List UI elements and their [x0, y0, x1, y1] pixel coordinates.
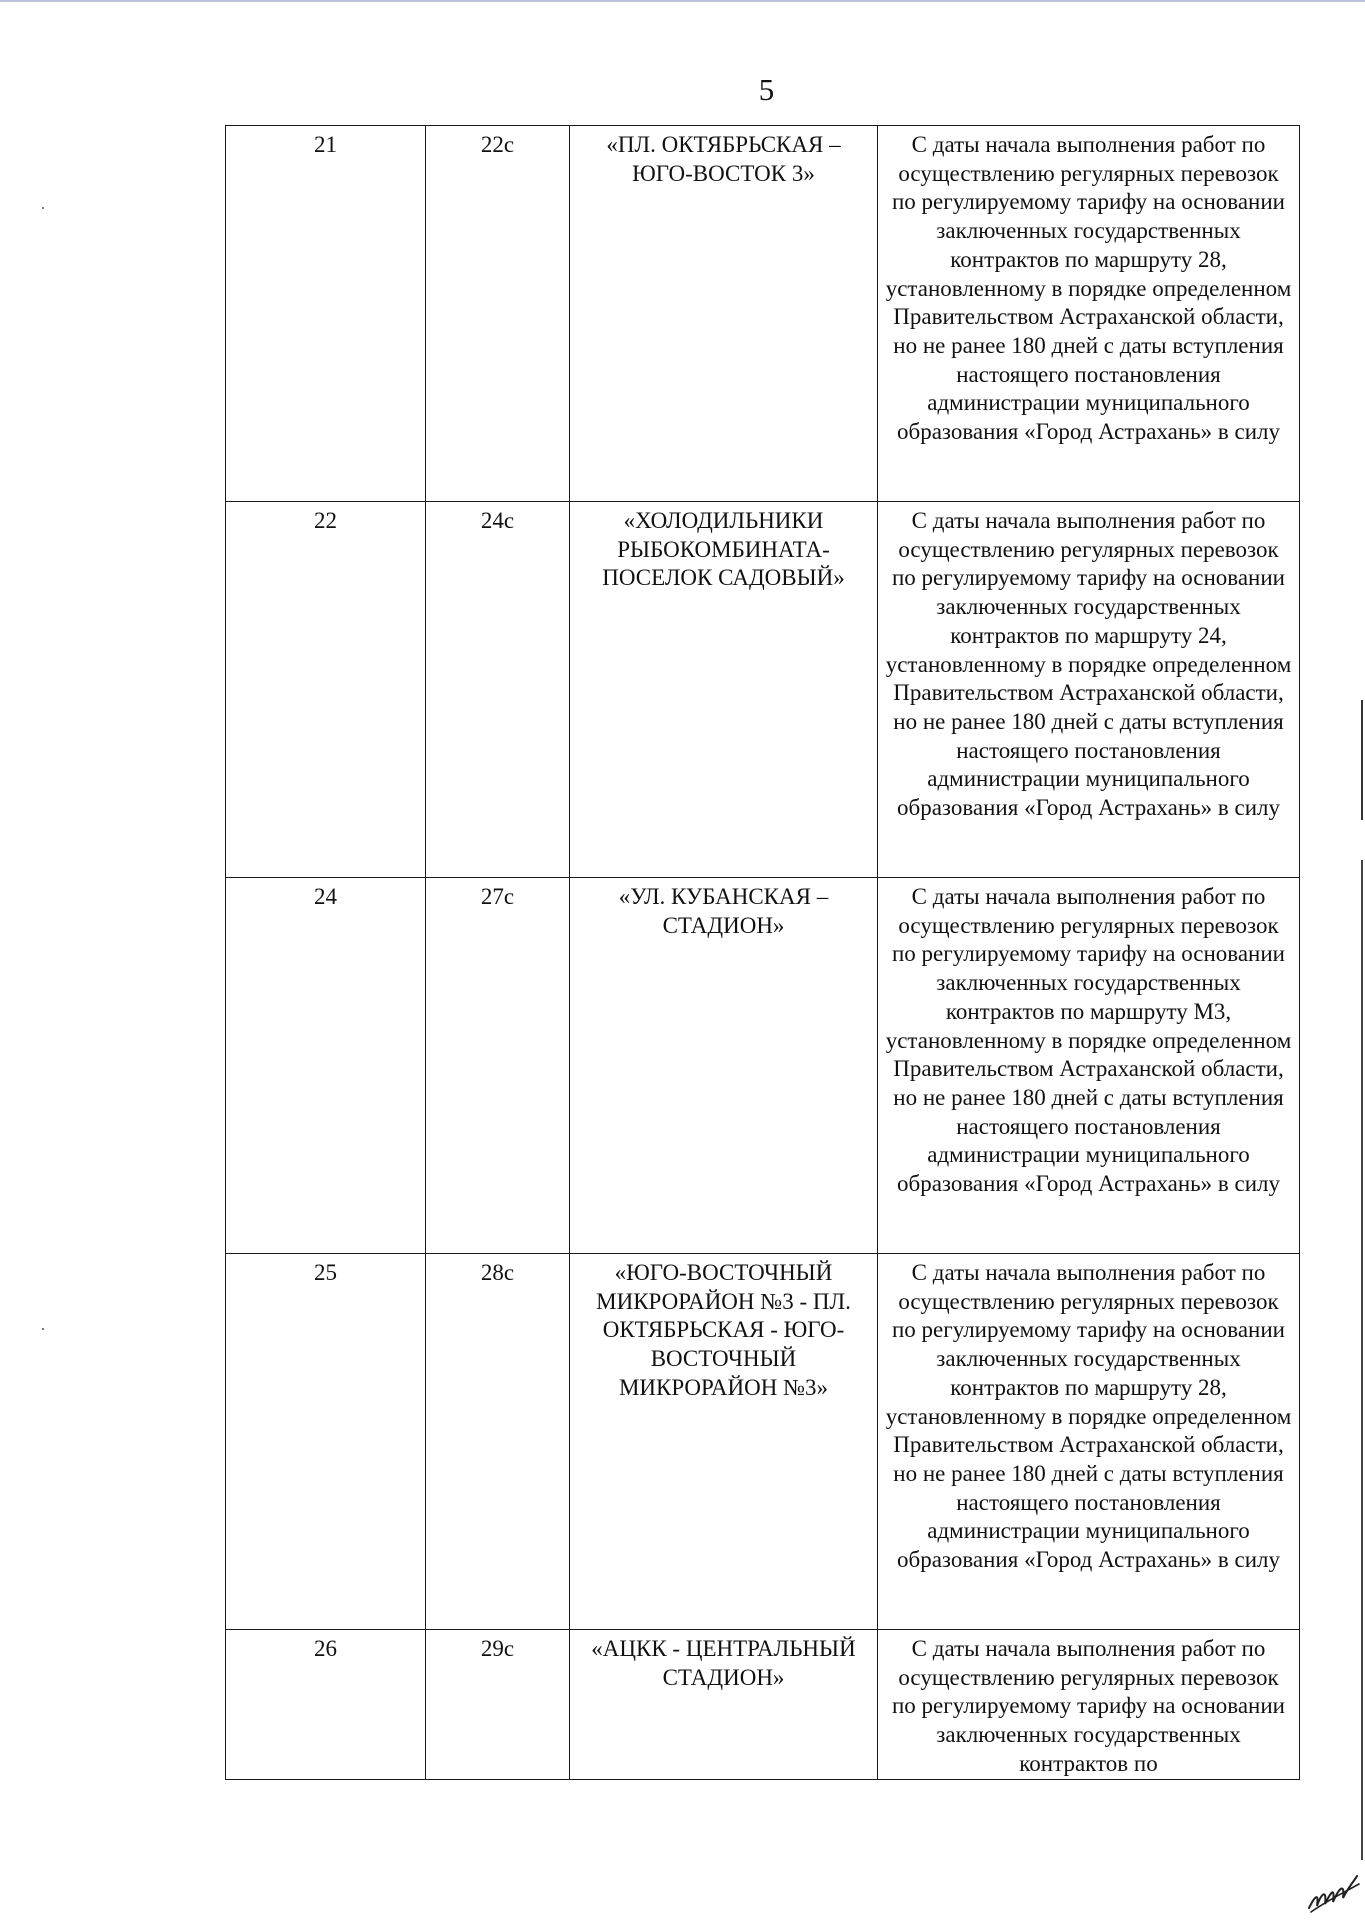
route-description-cell — [878, 1254, 1300, 1630]
route-description: С даты начала выполнения работ по осуществлению регулярных перевозок по регулируемому тарифу на основании заключенных государственных контрактов по маршруту 28, установленному в порядке определенном Правительством Астраханской области, но не ранее 180 дней с даты вступления настоящего постановления администрации муниципального образования «Город Астрахань» в силу — [885, 1260, 1292, 1573]
row-number: 24 — [314, 884, 337, 909]
scan-margin-mark — [1361, 700, 1363, 820]
scan-speck — [42, 207, 44, 209]
route-number: 24с — [480, 508, 515, 533]
row-number: 25 — [314, 1260, 337, 1285]
route-number: 22с — [480, 132, 515, 157]
route-name-cell — [570, 502, 878, 878]
route-name-cell — [570, 126, 878, 502]
route-number-cell — [426, 502, 570, 878]
page-number: 5 — [758, 72, 775, 107]
row-number-cell — [226, 126, 426, 502]
table-row — [226, 126, 1300, 502]
table-row — [226, 1254, 1300, 1630]
route-number-cell — [426, 1254, 570, 1630]
row-number-cell — [226, 1254, 426, 1630]
scan-margin-mark — [1361, 860, 1363, 1860]
route-description-cell — [878, 126, 1300, 502]
route-number: 27с — [480, 884, 515, 909]
routes-table — [225, 125, 1300, 1780]
route-description-cell — [878, 878, 1300, 1254]
table-row — [226, 1630, 1300, 1780]
route-name: «АЦКК - ЦЕНТРАЛЬНЫЙ СТАДИОН» — [591, 1636, 856, 1690]
row-number-cell — [226, 502, 426, 878]
row-number-cell — [226, 878, 426, 1254]
row-number: 26 — [314, 1636, 337, 1661]
route-description-cell — [878, 502, 1300, 878]
route-description: С даты начала выполнения работ по осуществлению регулярных перевозок по регулируемому тарифу на основании заключенных государственных контрактов по — [892, 1636, 1285, 1776]
route-name: «ХОЛОДИЛЬНИКИ РЫБОКОМБИНАТА-ПОСЕЛОК САДОВЫЙ» — [602, 508, 845, 591]
route-name-cell — [570, 1630, 878, 1780]
route-number: 29с — [480, 1636, 515, 1661]
route-number-cell — [426, 1630, 570, 1780]
route-number-cell — [426, 126, 570, 502]
route-number-cell — [426, 878, 570, 1254]
route-name-cell — [570, 1254, 878, 1630]
table-row — [226, 878, 1300, 1254]
route-description: С даты начала выполнения работ по осуществлению регулярных перевозок по регулируемому тарифу на основании заключенных государственных контрактов по маршруту 24, установленному в порядке определенном Правительством Астраханской области, но не ранее 180 дней с даты вступления настоящего постановления администрации муниципального образования «Город Астрахань» в силу — [885, 508, 1292, 821]
route-number: 28с — [480, 1260, 515, 1285]
route-name-cell — [570, 878, 878, 1254]
scan-speck — [42, 1328, 44, 1330]
route-name: «ЮГО-ВОСТОЧНЫЙ МИКРОРАЙОН №3 - ПЛ. ОКТЯБРЬСКАЯ - ЮГО-ВОСТОЧНЫЙ МИКРОРАЙОН №3» — [596, 1260, 851, 1400]
route-description: С даты начала выполнения работ по осуществлению регулярных перевозок по регулируемому тарифу на основании заключенных государственных контрактов по маршруту М3, установленному в порядке определенном Правительством Астраханской области, но не ранее 180 дней с даты вступления настоящего постановления администрации муниципального образования «Город Астрахань» в силу — [885, 884, 1292, 1197]
table-row — [226, 502, 1300, 878]
row-number-cell — [226, 1630, 426, 1780]
route-name: «ПЛ. ОКТЯБРЬСКАЯ – ЮГО-ВОСТОК 3» — [606, 132, 841, 186]
row-number: 21 — [314, 132, 337, 157]
route-description: С даты начала выполнения работ по осуществлению регулярных перевозок по регулируемому тарифу на основании заключенных государственных контрактов по маршруту 28, установленному в порядке определенном Правительством Астраханской области, но не ранее 180 дней с даты вступления настоящего постановления администрации муниципального образования «Город Астрахань» в силу — [885, 132, 1292, 445]
scan-top-border — [0, 0, 1365, 2]
row-number: 22 — [314, 508, 337, 533]
route-name: «УЛ. КУБАНСКАЯ – СТАДИОН» — [618, 884, 829, 938]
signature-mark — [1305, 1872, 1361, 1916]
route-description-cell — [878, 1630, 1300, 1780]
